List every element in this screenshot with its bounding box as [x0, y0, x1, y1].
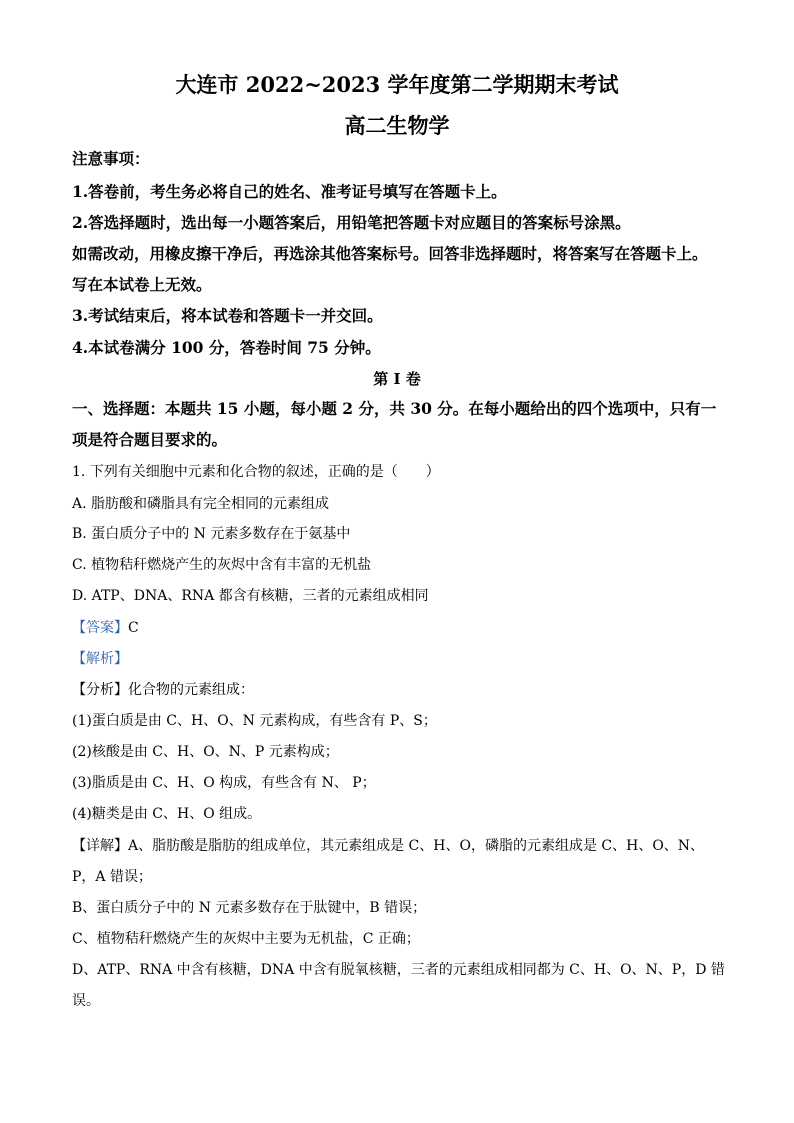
option-d: D. ATP、DNA、RNA 都含有核糖，三者的元素组成相同 [72, 588, 429, 604]
notice-item-2-cont-2: 写在本试卷上无效。 [72, 275, 212, 294]
part-label: 第 I 卷 [373, 370, 421, 388]
analysis-point-4: (4)糖类是由 C、H、O 组成。 [72, 806, 262, 822]
answer-tag: 【答案】 [72, 620, 128, 636]
detail-tag: 【详解】 [72, 838, 128, 854]
detail-line-2: P，A 错误； [72, 869, 152, 885]
option-a: A. 脂肪酸和磷脂具有完全相同的元素组成 [72, 496, 330, 512]
analysis-point-2: (2)核酸是由 C、H、O、N、P 元素构成； [72, 744, 339, 760]
option-c: C. 植物秸秆燃烧产生的灰烬中含有丰富的无机盐 [72, 557, 372, 573]
detail-line-4: C、植物秸秆燃烧产生的灰烬中主要为无机盐，C 正确； [72, 931, 420, 947]
exam-title: 大连市 2022~2023 学年度第二学期期末考试 [175, 72, 619, 97]
analysis-point-3: (3)脂质是由 C、H、O 构成，有些含有 N、 P； [72, 775, 376, 791]
detail-line-1 [72, 835, 704, 857]
notice-item-3: 3.考试结束后，将本试卷和答题卡一并交回。 [72, 306, 383, 325]
section-heading-line-1: 一、选择题：本题共 15 小题，每小题 2 分，共 30 分。在每小题给出的四个选项中，只有一 [72, 399, 717, 418]
option-b: B. 蛋白质分子中的 N 元素多数存在于氨基中 [72, 526, 351, 542]
fenxi-tag: 【分析】 [72, 682, 128, 698]
analysis-line [72, 648, 128, 670]
fenxi-line [72, 679, 254, 701]
analysis-point-1: (1)蛋白质是由 C、H、O、N 元素构成，有些含有 P、S； [72, 713, 437, 729]
section-heading-line-2: 项是符合题目要求的。 [72, 430, 228, 449]
fenxi-text: 化合物的元素组成： [128, 682, 254, 698]
notice-item-2-cont-1: 如需改动，用橡皮擦干净后，再选涂其他答案标号。回答非选择题时，将答案写在答题卡上。 [72, 244, 708, 263]
exam-subtitle: 高二生物学 [344, 113, 450, 138]
detail-text-1: A、脂肪酸是脂肪的组成单位，其元素组成是 C、H、O，磷脂的元素组成是 C、H、O、N、 [128, 838, 705, 854]
answer-value: C [128, 620, 139, 636]
analysis-tag: 【解析】 [72, 651, 128, 667]
notice-item-1: 1.答卷前，考生务必将自己的姓名、准考证号填写在答题卡上。 [72, 182, 507, 201]
detail-line-5: D、ATP、RNA 中含有核糖，DNA 中含有脱氧核糖，三者的元素组成相同都为 C、H、O、N、P，D 错 [72, 962, 725, 978]
detail-line-6: 误。 [72, 993, 100, 1009]
notice-item-4: 4.本试卷满分 100 分，答卷时间 75 分钟。 [72, 338, 381, 357]
question-stem: 1. 下列有关细胞中元素和化合物的叙述，正确的是（ ） [72, 464, 440, 480]
answer-line [72, 617, 139, 639]
notice-item-2: 2.答选择题时，选出每一小题答案后，用铅笔把答题卡对应题目的答案标号涂黑。 [72, 213, 631, 232]
detail-line-3: B、蛋白质分子中的 N 元素多数存在于肽键中，B 错误； [72, 900, 427, 916]
notice-heading: 注意事项： [72, 149, 150, 168]
